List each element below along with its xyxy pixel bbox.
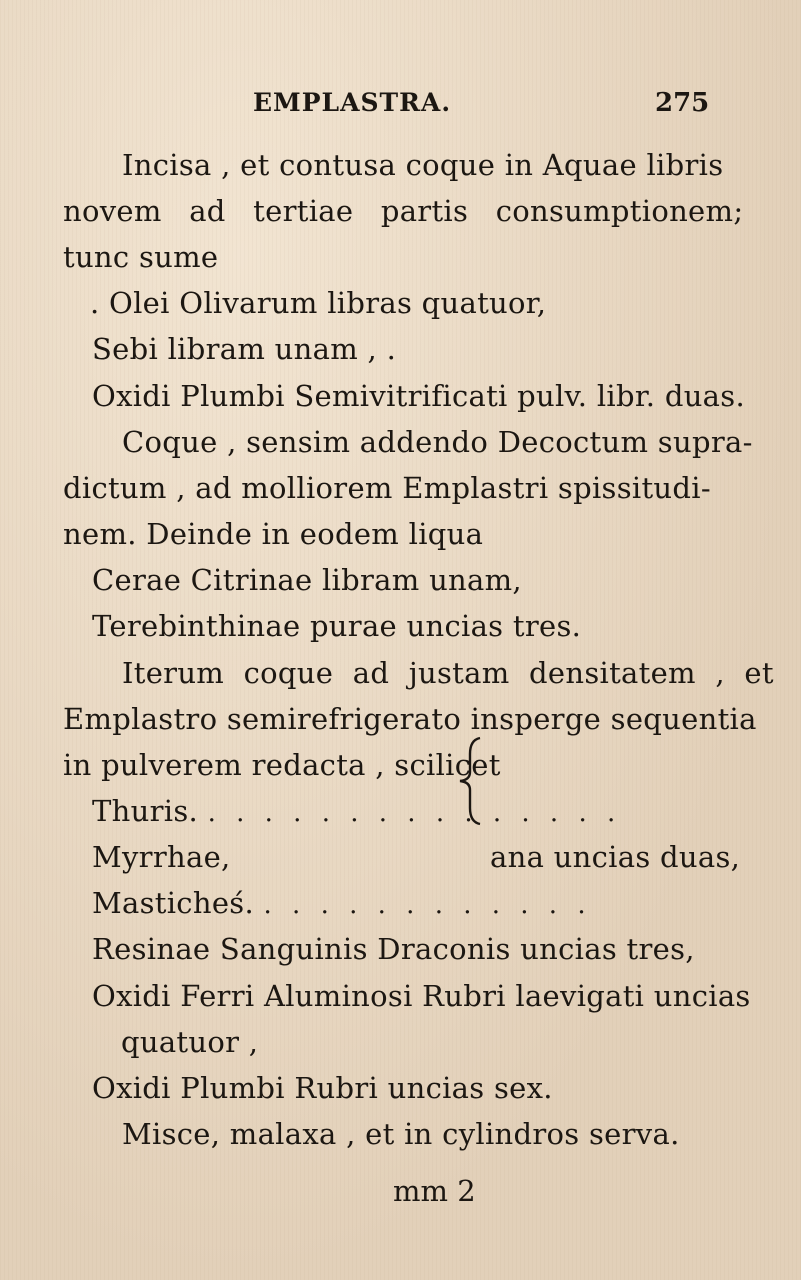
- running-header: EMPLASTRA.: [253, 88, 452, 117]
- grouping-brace: [450, 736, 494, 826]
- text-line-5: [92, 332, 396, 366]
- line-text: Oxidi Ferri Aluminosi Rubri laevigati uncias: [92, 979, 751, 1013]
- leader-dots: . . . . . . . . . . . .: [263, 890, 592, 920]
- ingredient-mastiches: [92, 886, 592, 922]
- ingredient-myrrhae: [92, 840, 231, 874]
- text-line-20: [121, 1025, 258, 1059]
- line-text: Emplastro semirefrigerato insperge sequentia: [63, 702, 757, 736]
- line-text: . Olei Olivarum libras quatuor,: [90, 286, 547, 320]
- line-text: Resinae Sanguinis Draconis uncias tres,: [92, 932, 695, 966]
- text-line-7: [122, 425, 753, 459]
- ingredient-oxidi-plumbi-rubri: [92, 1071, 553, 1105]
- ingredient-thuris: [92, 794, 621, 830]
- line-text: in pulverem redacta , scilicet: [63, 748, 501, 782]
- ingredient-resinae: [92, 932, 695, 966]
- line-text: Iterum coque ad justam densitatem , et: [122, 656, 774, 690]
- signature-mark: mm 2: [393, 1174, 476, 1208]
- text-line-12: [122, 656, 774, 690]
- line-text: Coque , sensim addendo Decoctum supra-: [122, 425, 753, 459]
- line-text: Terebinthinae purae uncias tres.: [92, 609, 582, 643]
- ingredient-name: Myrrhae,: [92, 840, 231, 874]
- ingredient-oxidi-ferri: [92, 979, 751, 1013]
- ingredient-name: Thuris.: [92, 794, 199, 828]
- text-line-14: [63, 748, 501, 782]
- line-text: quatuor ,: [121, 1025, 259, 1059]
- line-text: dictum , ad molliorem Emplastri spissitudi-: [63, 471, 711, 505]
- text-line-3: [63, 240, 218, 274]
- page-number: 275: [655, 88, 710, 118]
- text-line-4: [90, 286, 546, 320]
- line-text: Oxidi Plumbi Rubri uncias sex.: [92, 1071, 553, 1105]
- text-line-6: [92, 379, 745, 413]
- text-line-10: [92, 563, 522, 597]
- line-text: tunc sume: [63, 240, 219, 274]
- text-line-13: [63, 702, 757, 736]
- ingredient-name: Masticheś.: [92, 886, 254, 920]
- line-text: nem. Deinde in eodem liqua: [63, 517, 484, 551]
- quantity-text: ana uncias duas,: [490, 840, 741, 874]
- text-line-1: [122, 148, 724, 182]
- line-text: Sebi libram unam , .: [92, 332, 397, 366]
- text-line-2: [63, 194, 743, 228]
- leader-dots: . . . . . . . . . . . . . . .: [207, 798, 622, 828]
- line-text: Misce, malaxa , et in cylindros serva.: [122, 1117, 680, 1151]
- line-text: novem ad tertiae partis consumptionem;: [63, 194, 744, 228]
- text-line-8: [63, 471, 711, 505]
- line-text: Incisa , et contusa coque in Aquae libris: [122, 148, 724, 182]
- text-line-9: [63, 517, 483, 551]
- line-text: Cerae Citrinae libram unam,: [92, 563, 522, 597]
- text-line-11: [92, 609, 581, 643]
- text-line-22: [122, 1117, 680, 1151]
- ingredient-quantity-shared: [490, 840, 740, 874]
- line-text: Oxidi Plumbi Semivitrificati pulv. libr. duas.: [92, 379, 745, 413]
